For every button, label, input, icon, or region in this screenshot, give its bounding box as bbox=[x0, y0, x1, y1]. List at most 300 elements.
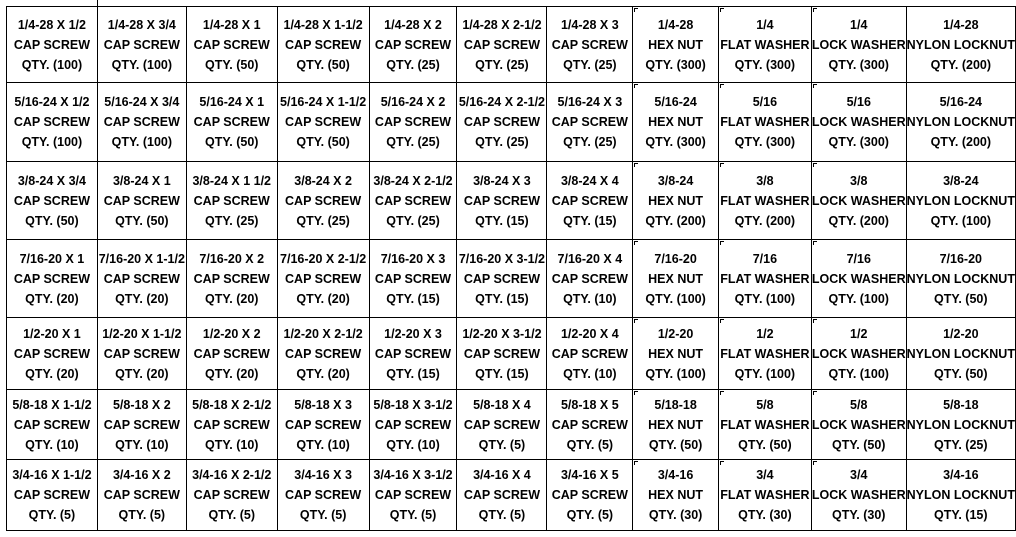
label-type: FLAT WASHER bbox=[720, 417, 810, 432]
label-size: 3/8-24 X 1 bbox=[112, 173, 171, 188]
label-size: 3/4-16 bbox=[943, 468, 979, 482]
label-quantity: QTY. (100) bbox=[21, 135, 83, 149]
label-cell bbox=[186, 7, 277, 83]
label-size: 5/16-24 X 1-1/2 bbox=[280, 95, 367, 109]
label-quantity: QTY. (200) bbox=[828, 213, 889, 228]
label-size: 1/4-28 bbox=[657, 17, 694, 32]
label-type: CAP SCREW bbox=[103, 193, 180, 208]
label-quantity: QTY. (50) bbox=[934, 291, 988, 306]
label-quantity: QTY. (50) bbox=[648, 437, 703, 452]
label-type: NYLON LOCKNUT bbox=[906, 346, 1015, 361]
label-cell bbox=[457, 460, 547, 531]
label-cell bbox=[7, 162, 98, 240]
label-cell bbox=[906, 83, 1015, 162]
label-cell bbox=[7, 390, 98, 460]
label-size: 3/4-16 X 4 bbox=[473, 468, 531, 482]
label-type: CAP SCREW bbox=[551, 193, 628, 208]
label-size: 1/2 bbox=[756, 326, 774, 341]
label-cell bbox=[718, 83, 811, 162]
label-cell bbox=[7, 460, 98, 531]
label-cell bbox=[186, 460, 277, 531]
label-size: 1/4-28 X 2 bbox=[384, 17, 442, 32]
label-size: 5/16-24 X 2 bbox=[380, 95, 446, 109]
label-size: 1/4-28 X 1 bbox=[202, 17, 261, 32]
label-type: LOCK WASHER bbox=[811, 115, 906, 129]
label-type: CAP SCREW bbox=[103, 271, 180, 286]
label-type: CAP SCREW bbox=[285, 37, 362, 52]
label-cell bbox=[369, 390, 457, 460]
label-cell bbox=[906, 240, 1015, 318]
label-cell bbox=[186, 162, 277, 240]
label-type: CAP SCREW bbox=[463, 271, 541, 286]
label-cell bbox=[547, 7, 633, 83]
label-size: 7/16-20 X 2 bbox=[199, 251, 265, 266]
label-quantity: QTY. (100) bbox=[111, 135, 173, 149]
label-size: 1/4-28 X 3 bbox=[560, 17, 619, 32]
label-cell bbox=[369, 162, 457, 240]
label-size: 1/2-20 bbox=[943, 326, 979, 341]
label-cell bbox=[547, 240, 633, 318]
label-quantity: QTY. (200) bbox=[930, 57, 992, 72]
label-cell bbox=[811, 318, 906, 390]
label-type: CAP SCREW bbox=[374, 417, 452, 432]
bin-label-grid bbox=[6, 6, 1016, 531]
label-quantity: QTY. (5) bbox=[208, 508, 255, 522]
label-type: LOCK WASHER bbox=[811, 417, 906, 432]
label-type: FLAT WASHER bbox=[720, 115, 810, 129]
label-cell bbox=[369, 7, 457, 83]
label-quantity: QTY. (20) bbox=[115, 366, 169, 381]
label-quantity: QTY. (50) bbox=[296, 135, 350, 149]
label-cell bbox=[811, 390, 906, 460]
label-size: 3/4-16 X 3-1/2 bbox=[373, 468, 453, 482]
label-cell bbox=[97, 390, 186, 460]
label-cell bbox=[718, 460, 811, 531]
label-quantity: QTY. (50) bbox=[204, 135, 259, 149]
label-cell bbox=[97, 7, 186, 83]
label-quantity: QTY. (50) bbox=[115, 213, 169, 228]
label-type: CAP SCREW bbox=[463, 417, 541, 432]
label-size: 5/16-24 X 1/2 bbox=[14, 95, 90, 109]
label-size: 1/2-20 X 3-1/2 bbox=[462, 326, 542, 341]
label-quantity: QTY. (25) bbox=[386, 135, 440, 149]
label-quantity: QTY. (10) bbox=[204, 437, 259, 452]
label-quantity: QTY. (15) bbox=[475, 213, 529, 228]
label-cell bbox=[277, 240, 369, 318]
label-size: 3/8-24 bbox=[943, 173, 979, 188]
label-cell bbox=[457, 162, 547, 240]
label-quantity: QTY. (20) bbox=[115, 291, 169, 306]
label-size: 3/4 bbox=[850, 468, 868, 482]
label-quantity: QTY. (50) bbox=[296, 57, 350, 72]
label-type: NYLON LOCKNUT bbox=[906, 37, 1015, 52]
label-type: FLAT WASHER bbox=[720, 346, 810, 361]
label-cell bbox=[906, 162, 1015, 240]
label-size: 1/2-20 X 3 bbox=[384, 326, 442, 341]
label-type: CAP SCREW bbox=[193, 37, 270, 52]
label-size: 3/4-16 X 2-1/2 bbox=[192, 468, 272, 482]
label-quantity: QTY. (25) bbox=[204, 213, 259, 228]
label-type: CAP SCREW bbox=[374, 193, 452, 208]
label-quantity: QTY. (50) bbox=[934, 366, 988, 381]
label-size: 5/16-24 bbox=[654, 95, 697, 109]
label-quantity: QTY. (100) bbox=[645, 291, 706, 306]
label-quantity: QTY. (5) bbox=[566, 437, 614, 452]
label-cell bbox=[547, 460, 633, 531]
label-size: 5/8-18 X 5 bbox=[560, 397, 619, 412]
label-size: 1/4-28 bbox=[943, 17, 979, 32]
label-size: 5/8-18 X 1-1/2 bbox=[12, 397, 92, 412]
label-quantity: QTY. (5) bbox=[478, 508, 526, 522]
label-quantity: QTY. (15) bbox=[386, 291, 440, 306]
label-type: FLAT WASHER bbox=[720, 488, 810, 502]
label-type: HEX NUT bbox=[648, 417, 704, 432]
label-size: 3/4-16 X 3 bbox=[294, 468, 352, 482]
label-size: 1/2-20 bbox=[657, 326, 694, 341]
label-size: 3/8-24 bbox=[657, 173, 694, 188]
label-size: 1/4-28 X 2-1/2 bbox=[462, 17, 542, 32]
label-type: CAP SCREW bbox=[285, 346, 362, 361]
label-size: 1/4 bbox=[850, 17, 868, 32]
label-cell bbox=[633, 83, 719, 162]
label-size: 7/16-20 X 1 bbox=[19, 251, 85, 266]
label-quantity: QTY. (30) bbox=[831, 508, 886, 522]
label-size: 1/4-28 X 1/2 bbox=[17, 17, 86, 32]
label-type: CAP SCREW bbox=[285, 193, 362, 208]
label-quantity: QTY. (100) bbox=[828, 291, 889, 306]
label-cell bbox=[97, 318, 186, 390]
label-size: 3/8 bbox=[756, 173, 774, 188]
label-type: LOCK WASHER bbox=[811, 346, 906, 361]
label-size: 1/2-20 X 2 bbox=[202, 326, 261, 341]
label-cell bbox=[718, 162, 811, 240]
label-cell bbox=[457, 390, 547, 460]
label-quantity: QTY. (20) bbox=[25, 291, 79, 306]
label-type: CAP SCREW bbox=[13, 488, 90, 502]
label-row bbox=[7, 460, 1016, 531]
label-type: CAP SCREW bbox=[13, 193, 90, 208]
label-type: CAP SCREW bbox=[103, 346, 180, 361]
label-type: CAP SCREW bbox=[193, 488, 270, 502]
label-quantity: QTY. (100) bbox=[930, 213, 992, 228]
label-size: 3/8-24 X 1 1/2 bbox=[192, 173, 271, 188]
label-type: CAP SCREW bbox=[285, 488, 362, 502]
label-size: 7/16-20 bbox=[939, 251, 982, 266]
label-size: 1/4 bbox=[756, 17, 774, 32]
label-size: 1/4-28 X 3/4 bbox=[107, 17, 176, 32]
label-type: CAP SCREW bbox=[551, 37, 628, 52]
label-quantity: QTY. (100) bbox=[111, 57, 173, 72]
label-cell bbox=[633, 390, 719, 460]
label-cell bbox=[457, 7, 547, 83]
label-size: 5/16-24 bbox=[939, 95, 982, 109]
label-size: 5/8-18 X 2 bbox=[112, 397, 171, 412]
label-type: CAP SCREW bbox=[103, 37, 180, 52]
label-cell bbox=[97, 460, 186, 531]
label-type: CAP SCREW bbox=[13, 37, 90, 52]
label-type: CAP SCREW bbox=[13, 417, 90, 432]
label-quantity: QTY. (20) bbox=[296, 366, 350, 381]
label-type: NYLON LOCKNUT bbox=[906, 115, 1015, 129]
label-quantity: QTY. (300) bbox=[828, 57, 889, 72]
label-cell bbox=[186, 318, 277, 390]
label-cell bbox=[633, 318, 719, 390]
label-size: 3/4-16 X 5 bbox=[560, 468, 619, 482]
label-quantity: QTY. (20) bbox=[25, 366, 79, 381]
label-quantity: QTY. (50) bbox=[831, 437, 886, 452]
label-size: 7/16 bbox=[752, 251, 778, 266]
label-cell bbox=[277, 318, 369, 390]
label-type: CAP SCREW bbox=[13, 346, 90, 361]
label-quantity: QTY. (25) bbox=[563, 57, 617, 72]
label-type: FLAT WASHER bbox=[720, 193, 810, 208]
label-quantity: QTY. (50) bbox=[738, 437, 792, 452]
label-type: NYLON LOCKNUT bbox=[906, 193, 1015, 208]
label-type: CAP SCREW bbox=[374, 346, 452, 361]
label-quantity: QTY. (5) bbox=[478, 437, 526, 452]
label-type: CAP SCREW bbox=[463, 488, 541, 502]
label-size: 3/4-16 X 1-1/2 bbox=[12, 468, 92, 482]
label-row bbox=[7, 162, 1016, 240]
label-type: CAP SCREW bbox=[374, 488, 452, 502]
label-quantity: QTY. (200) bbox=[645, 213, 706, 228]
label-quantity: QTY. (15) bbox=[475, 366, 529, 381]
label-quantity: QTY. (50) bbox=[25, 213, 79, 228]
label-cell bbox=[906, 318, 1015, 390]
label-cell bbox=[97, 240, 186, 318]
label-size: 7/16-20 X 3 bbox=[380, 251, 446, 266]
label-type: CAP SCREW bbox=[103, 488, 180, 502]
label-size: 1/2-20 X 1-1/2 bbox=[102, 326, 182, 341]
label-cell bbox=[97, 162, 186, 240]
label-cell bbox=[186, 390, 277, 460]
label-size: 5/8 bbox=[756, 397, 774, 412]
label-row bbox=[7, 7, 1016, 83]
label-size: 7/16 bbox=[846, 251, 871, 266]
label-type: CAP SCREW bbox=[103, 115, 180, 129]
label-quantity: QTY. (15) bbox=[475, 291, 529, 306]
label-type: NYLON LOCKNUT bbox=[906, 271, 1015, 286]
label-quantity: QTY. (25) bbox=[563, 135, 617, 149]
label-type: CAP SCREW bbox=[463, 193, 541, 208]
label-quantity: QTY. (10) bbox=[296, 437, 350, 452]
label-quantity: QTY. (15) bbox=[563, 213, 617, 228]
label-quantity: QTY. (20) bbox=[204, 366, 259, 381]
label-type: CAP SCREW bbox=[285, 271, 362, 286]
label-cell bbox=[633, 162, 719, 240]
label-quantity: QTY. (50) bbox=[204, 57, 259, 72]
label-size: 1/2-20 X 1 bbox=[23, 326, 81, 341]
label-size: 1/2 bbox=[850, 326, 868, 341]
label-type: CAP SCREW bbox=[463, 346, 541, 361]
label-cell bbox=[718, 390, 811, 460]
label-quantity: QTY. (100) bbox=[734, 366, 796, 381]
label-size: 5/16 bbox=[752, 95, 778, 109]
label-quantity: QTY. (300) bbox=[734, 135, 796, 149]
label-size: 7/16-20 X 2-1/2 bbox=[280, 251, 367, 266]
label-type: CAP SCREW bbox=[551, 417, 628, 432]
label-size: 7/16-20 X 3-1/2 bbox=[458, 251, 546, 266]
label-type: FLAT WASHER bbox=[720, 37, 810, 52]
label-type: HEX NUT bbox=[648, 115, 704, 129]
label-cell bbox=[906, 390, 1015, 460]
label-type: LOCK WASHER bbox=[811, 37, 906, 52]
label-size: 3/4 bbox=[756, 468, 774, 482]
label-size: 5/16-24 X 1 bbox=[199, 95, 265, 109]
label-quantity: QTY. (10) bbox=[386, 437, 440, 452]
label-row bbox=[7, 390, 1016, 460]
label-size: 3/8-24 X 3/4 bbox=[17, 173, 86, 188]
label-quantity: QTY. (300) bbox=[734, 57, 796, 72]
label-row bbox=[7, 240, 1016, 318]
label-size: 5/8 bbox=[850, 397, 868, 412]
label-cell bbox=[277, 83, 369, 162]
label-size: 5/18-18 bbox=[654, 397, 697, 412]
label-type: CAP SCREW bbox=[463, 37, 541, 52]
label-size: 1/2-20 X 2-1/2 bbox=[283, 326, 363, 341]
label-size: 3/8-24 X 2-1/2 bbox=[373, 173, 453, 188]
label-quantity: QTY. (30) bbox=[738, 508, 792, 522]
label-cell bbox=[457, 318, 547, 390]
label-size: 5/8-18 X 4 bbox=[473, 397, 531, 412]
label-quantity: QTY. (15) bbox=[386, 366, 440, 381]
label-quantity: QTY. (200) bbox=[930, 135, 992, 149]
label-quantity: QTY. (10) bbox=[115, 437, 169, 452]
label-quantity: QTY. (300) bbox=[645, 135, 706, 149]
label-quantity: QTY. (25) bbox=[475, 135, 529, 149]
label-quantity: QTY. (25) bbox=[475, 57, 529, 72]
label-cell bbox=[811, 460, 906, 531]
label-type: HEX NUT bbox=[648, 488, 704, 502]
label-type: HEX NUT bbox=[648, 193, 704, 208]
label-quantity: QTY. (300) bbox=[645, 57, 706, 72]
label-quantity: QTY. (5) bbox=[299, 508, 347, 522]
label-cell bbox=[547, 162, 633, 240]
label-size: 1/2-20 X 4 bbox=[560, 326, 619, 341]
label-cell bbox=[369, 460, 457, 531]
label-quantity: QTY. (200) bbox=[734, 213, 796, 228]
label-quantity: QTY. (15) bbox=[934, 508, 988, 522]
label-cell bbox=[7, 318, 98, 390]
label-quantity: QTY. (10) bbox=[563, 366, 617, 381]
label-cell bbox=[906, 460, 1015, 531]
label-cell bbox=[457, 83, 547, 162]
label-type: CAP SCREW bbox=[13, 115, 90, 129]
label-cell bbox=[547, 318, 633, 390]
label-size: 3/4-16 bbox=[657, 468, 694, 482]
label-cell bbox=[633, 240, 719, 318]
label-type: LOCK WASHER bbox=[811, 271, 906, 286]
label-type: CAP SCREW bbox=[193, 271, 270, 286]
label-cell bbox=[718, 240, 811, 318]
label-size: 3/4-16 X 2 bbox=[112, 468, 171, 482]
label-cell bbox=[277, 162, 369, 240]
label-cell bbox=[718, 318, 811, 390]
label-cell bbox=[7, 7, 98, 83]
label-size: 3/8-24 X 2 bbox=[294, 173, 352, 188]
label-type: FLAT WASHER bbox=[720, 271, 810, 286]
label-row bbox=[7, 318, 1016, 390]
label-type: CAP SCREW bbox=[551, 488, 628, 502]
label-cell bbox=[811, 240, 906, 318]
label-cell bbox=[277, 460, 369, 531]
label-cell bbox=[369, 240, 457, 318]
label-size: 5/16-24 X 2-1/2 bbox=[458, 95, 546, 109]
label-cell bbox=[97, 83, 186, 162]
label-quantity: QTY. (5) bbox=[118, 508, 166, 522]
label-size: 5/8-18 X 3-1/2 bbox=[373, 397, 453, 412]
label-quantity: QTY. (10) bbox=[563, 291, 617, 306]
label-type: NYLON LOCKNUT bbox=[906, 488, 1015, 502]
label-type: CAP SCREW bbox=[13, 271, 90, 286]
label-size: 5/8-18 X 2-1/2 bbox=[192, 397, 272, 412]
label-type: HEX NUT bbox=[648, 346, 704, 361]
label-cell bbox=[277, 7, 369, 83]
label-cell bbox=[369, 318, 457, 390]
label-type: CAP SCREW bbox=[374, 271, 452, 286]
label-size: 7/16-20 bbox=[654, 251, 697, 266]
label-size: 3/8-24 X 3 bbox=[473, 173, 531, 188]
label-quantity: QTY. (5) bbox=[389, 508, 437, 522]
label-type: CAP SCREW bbox=[193, 346, 270, 361]
label-type: CAP SCREW bbox=[193, 417, 270, 432]
label-quantity: QTY. (5) bbox=[566, 508, 614, 522]
label-quantity: QTY. (10) bbox=[25, 437, 79, 452]
label-cell bbox=[811, 83, 906, 162]
label-type: CAP SCREW bbox=[374, 37, 452, 52]
label-type: CAP SCREW bbox=[463, 115, 541, 129]
label-size: 5/8-18 X 3 bbox=[294, 397, 352, 412]
label-quantity: QTY. (20) bbox=[296, 291, 350, 306]
label-type: CAP SCREW bbox=[103, 417, 180, 432]
label-cell bbox=[811, 7, 906, 83]
label-size: 7/16-20 X 1-1/2 bbox=[98, 251, 185, 266]
label-cell bbox=[633, 460, 719, 531]
label-size: 3/8 bbox=[850, 173, 868, 188]
label-type: LOCK WASHER bbox=[811, 488, 906, 502]
label-type: CAP SCREW bbox=[551, 271, 628, 286]
label-type: NYLON LOCKNUT bbox=[906, 417, 1015, 432]
label-row bbox=[7, 83, 1016, 162]
label-size: 1/4-28 X 1-1/2 bbox=[283, 17, 363, 32]
label-cell bbox=[547, 390, 633, 460]
label-type: CAP SCREW bbox=[551, 346, 628, 361]
label-size: 3/8-24 X 4 bbox=[560, 173, 619, 188]
label-cell bbox=[457, 240, 547, 318]
label-cell bbox=[811, 162, 906, 240]
label-size: 7/16-20 X 4 bbox=[557, 251, 623, 266]
label-cell bbox=[906, 7, 1015, 83]
label-cell bbox=[7, 83, 98, 162]
label-quantity: QTY. (100) bbox=[734, 291, 796, 306]
label-cell bbox=[7, 240, 98, 318]
label-quantity: QTY. (100) bbox=[645, 366, 706, 381]
label-size: 5/8-18 bbox=[943, 397, 979, 412]
label-type: CAP SCREW bbox=[551, 115, 628, 129]
label-cell bbox=[186, 83, 277, 162]
label-type: CAP SCREW bbox=[193, 115, 270, 129]
label-type: LOCK WASHER bbox=[811, 193, 906, 208]
label-cell bbox=[186, 240, 277, 318]
label-size: 5/16-24 X 3/4 bbox=[104, 95, 180, 109]
label-cell bbox=[277, 390, 369, 460]
label-cell bbox=[547, 83, 633, 162]
label-quantity: QTY. (100) bbox=[21, 57, 83, 72]
label-type: CAP SCREW bbox=[193, 193, 270, 208]
label-cell bbox=[718, 7, 811, 83]
label-quantity: QTY. (30) bbox=[648, 508, 703, 522]
label-quantity: QTY. (25) bbox=[934, 437, 988, 452]
